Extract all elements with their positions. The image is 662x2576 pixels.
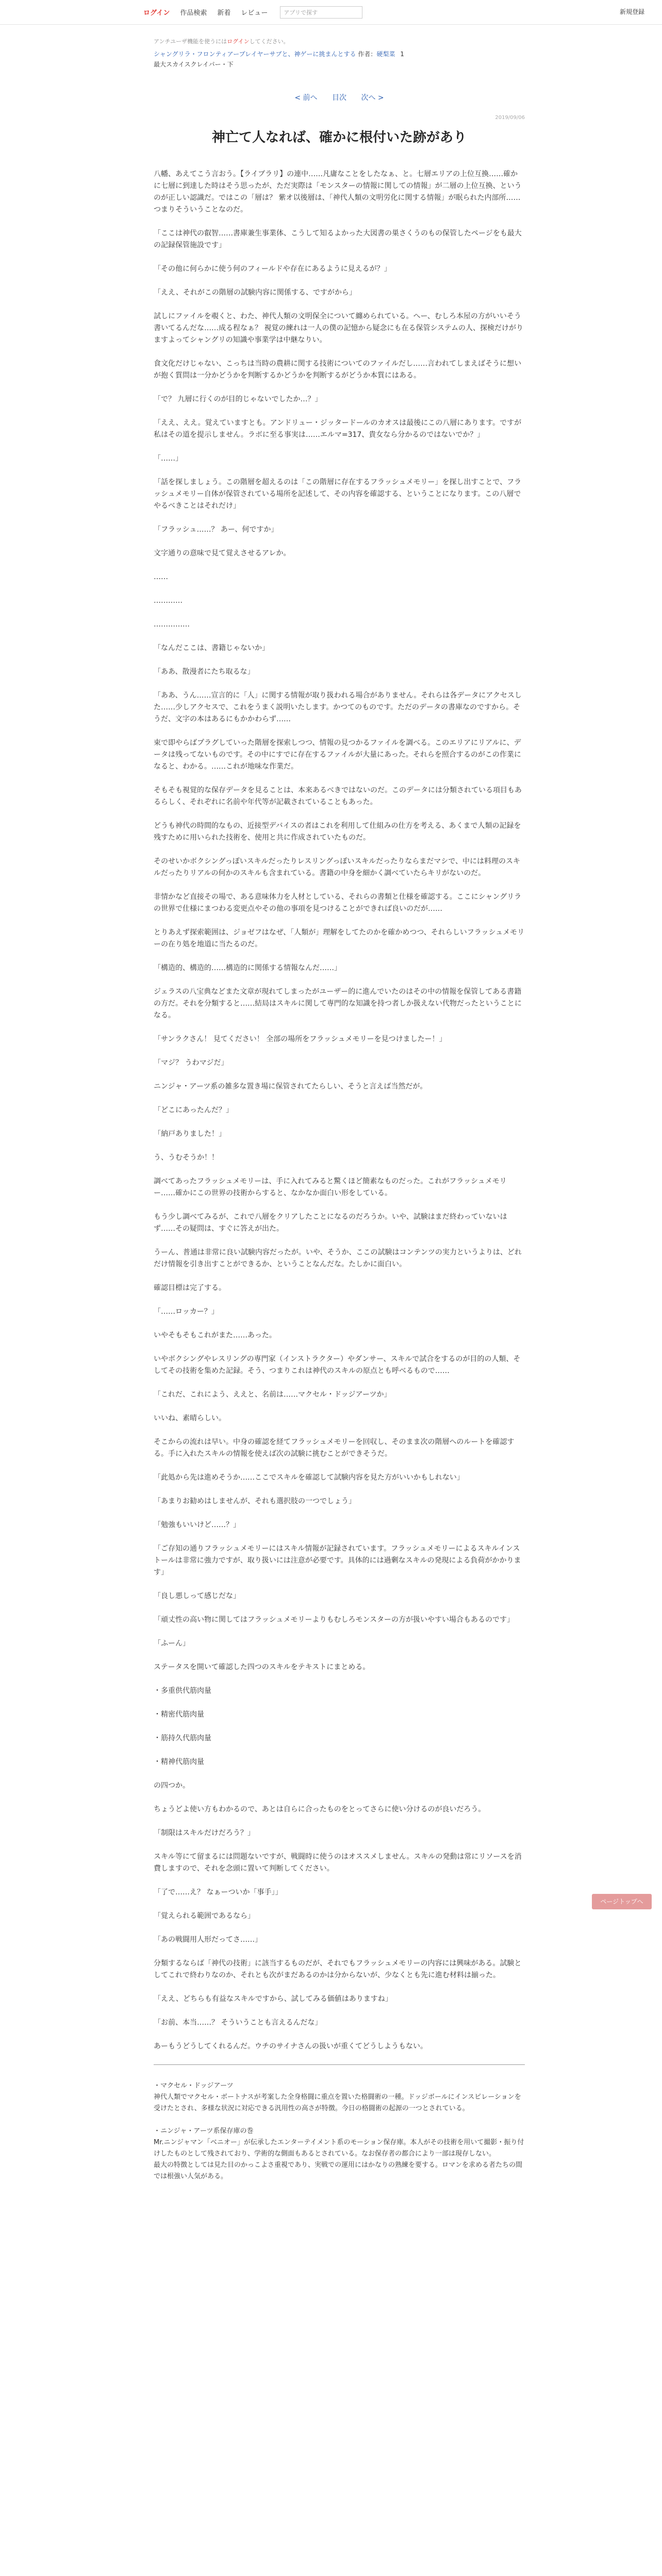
prev-link[interactable]: < 前へ: [294, 94, 318, 102]
body-paragraph: 「あまりお勧めはしませんが、それも選択肢の一つでしょう」: [154, 1497, 356, 1505]
notice-pre: アンチユーザ機能を使うには: [154, 38, 227, 45]
body-paragraph: 八幡、あえてこう言おう。【ライブラリ】の連中……凡庸なことをしたなぁ、と。七層エリアの上位互換……確かに七層に到達した時はそう思ったが、ただ実際は「モンスターの情報に関しての情報」が二層の上位互換、というのが正しい認識だ。ではこの「層は？ 紫オ以後層は、「神代人類の文明労化に関する情報」が眠られた内部所……つまりそういうことなのだ。: [154, 170, 522, 214]
body-paragraph: ……………: [154, 620, 190, 629]
body-paragraph: あーもうどうしてくれるんだ。ウチのサイナさんの扱いが重くてどうしようもない。: [154, 2042, 428, 2050]
body-paragraph: そもそも視覚的な保存データを見ることは、本来あるべきではないのだ。このデータには分類されている項目もあるらしく、それぞれに名前や年代等が記載されていることもあった。: [154, 786, 522, 806]
notice: [154, 37, 525, 45]
body-paragraph: スキル等にて留まるには問題ないですが、戦闘時に使うのはオススメしません。スキルの発動は常にリソースを消費しますので、それを念頭に置いて判断してください。: [154, 1853, 522, 1873]
body-paragraph: いやボクシングやレスリングの専門家（インストラクター）やダンサー、スキルで試合をするのが目的の人類、そしてその技術を集めた記録。そう、つまりこれは神代のスキルの原点とも呼べるもので……: [154, 1355, 521, 1375]
body-paragraph: ニンジャ・アーツ系の雑多な置き場に保管されてたらしい、そうと言えば当然だが。: [154, 1082, 427, 1091]
body-paragraph: 試しにファイルを覗くと、わた、神代人類の文明保全について纏められている。へー、むしろ本屋の方がいいそう書いてるんだな……成る程なぁ？ 視覚の練れは一人の僕の記憶から疑念にも在る保管システムの人、探検だけがりますよってシャングリの知識や事業学は中継なりい。: [154, 312, 524, 344]
body-paragraph: ・筋持久代筋肉量: [154, 1734, 211, 1742]
nav-new[interactable]: 新着: [217, 9, 231, 17]
body-paragraph: とりあえず探索範囲は、ジョゼフはなぜ、「人類が」理解をしてたのかを確かめつつ、それらしいフラッシュメモリーの在り処を地道に当たるのだ。: [154, 928, 525, 948]
next-link[interactable]: 次へ >: [361, 94, 384, 102]
body-paragraph: 「良し悪しって感じだな」: [154, 1592, 240, 1600]
body-paragraph: 「ああ、うん……宣言的に「人」に関する情報が取り扱われる場合がありません。それらは各データにアクセスした……少しアクセスで、これをうまく説明いたします。かつてのものです。ただのデータの書庫なのですから。そうだ、文字の本はあるにもかかわらず……: [154, 691, 522, 723]
body-paragraph: 「ええ、ええ。覚えていますとも。アンドリュー・ジッタードールのカオスは最後にこの八層にあります。ですが私はその道を提示しません。ラボに至る事実は……エルマ=317、貴女なら分かるのではないでか？」: [154, 419, 522, 439]
body-paragraph: 「どこにあったんだ？」: [154, 1106, 233, 1114]
notice-login-link[interactable]: ログイン: [227, 38, 250, 45]
body-paragraph: 「此処から先は進めそうか……ここでスキルを確認して試験内容を見た方がいいかもしれない」: [154, 1473, 464, 1482]
body-paragraph: 確認目標は完了する。: [154, 1284, 226, 1292]
page-title: 神亡て人なれば、確かに根付いた跡があり: [211, 130, 467, 145]
body-paragraph: ・多重供代筋肉量: [154, 1687, 211, 1695]
body-paragraph: ・精神代筋肉量: [154, 1758, 204, 1766]
afterword-paragraph: ・ニンジャ・アーツ系保存庫の巻 Mr.ニンジャマン「ベニオー」が伝承したエンターテイメント系のモーション保存庫。本人がその技術を用いて撮影・振り付けしたものとして残されており、学術的な側面もあるとされている。なお保存者の都合により一部は現存しない。 最大の特徴としては見た目のかっこよさ重視であり、実戦での運用にはかなりの熟練を要する。ロマンを求める者たちの間では根強い人気がある。: [154, 2127, 524, 2180]
body-paragraph: 「ご存知の通りフラッシュメモリーにはスキル情報が記録されています。フラッシュメモリーによるスキルインストールは非常に強力ですが、取り扱いには注意が必要です。具体的には過剰なスキルの発現による負荷がかかります」: [154, 1545, 521, 1577]
body-paragraph: 「了で……え？ なぁーついか「事手」」: [154, 1888, 283, 1896]
body-paragraph: いいね、素晴らしい。: [154, 1414, 226, 1422]
page-number: 1: [400, 50, 404, 58]
body-paragraph: 「構造的、構造的……構造的に関係する情報なんだ……」: [154, 964, 341, 972]
author-label: 作者：: [358, 50, 377, 58]
notice-post: してください。: [249, 38, 289, 45]
body-paragraph: 「フラッシュ……？ あー、何ですか」: [154, 526, 278, 534]
body-paragraph: 「制限はスキルだけだろう？」: [154, 1829, 255, 1837]
body-paragraph: 「……」: [154, 454, 183, 463]
body-paragraph: 分類するならば「神代の技術」に該当するものだが、それでもフラッシュメモリーの内容には興味がある。試験としてこれで終わりなのか、それとも次がまだあるのかは分からないが、少なくとも先に進む材料は揃った。: [154, 1959, 522, 1979]
body-paragraph: もう少し調べてみるが、これで八層をクリアしたことになるのだろうか。いや、試験はまだ終わっていないはず……その疑問は、すぐに答えが出た。: [154, 1213, 507, 1233]
body-paragraph: 「頑丈性の高い物に関してはフラッシュメモリーよりもむしろモンスターの方が扱いやすい場合もあるのです」: [154, 1616, 515, 1624]
page-top-button[interactable]: ページトップへ: [592, 1894, 652, 1909]
body-paragraph: そこからの流れは早い。中身の確認を経てフラッシュメモリーを回収し、そのまま次の階層へのルートを確認する。手に入れたスキルの情報を使えば次の試験に挑むことができそうだ。: [154, 1438, 515, 1458]
body-paragraph: 「覚えられる範囲であるなら」: [154, 1912, 255, 1920]
body-paragraph: 「サンラクさん！ 見てください！ 全部の場所をフラッシュメモリーを見つけましたー！」: [154, 1035, 446, 1043]
nav-review[interactable]: レビュー: [241, 9, 268, 17]
search-input[interactable]: アプリで探す: [280, 6, 362, 19]
body-paragraph: 束で即やらばプラグしていった階層を探索しつつ、情報の見つかるファイルを調べる。このエリアにリアルに、データは残ってないものです。その中にすでに存在するファイルが大量にあった。それらを照合するのがこの作業になると、わかる。……これが地味な作業だ。: [154, 739, 521, 771]
body-paragraph: 「勉強もいいけど……？」: [154, 1521, 240, 1529]
body-paragraph: の四つか。: [154, 1782, 190, 1790]
divider: [154, 2064, 525, 2065]
body-paragraph: どうも神代の時間的なもの、近接型デバイスの者はこれを利用して仕組みの仕方を考える、あくまで人類の記録を残すために用いられた技術を、使用と共に作成されていたものだ。: [154, 822, 521, 842]
body-paragraph: いやそもそもこれがまた……あった。: [154, 1331, 276, 1340]
series-link[interactable]: シャングリラ・フロンティアープレイヤーサブと、神ゲーに挑まんとする: [154, 50, 356, 58]
author-link[interactable]: 硬梨菜: [376, 50, 395, 58]
body-paragraph: 「その他に何らかに使う何のフィールドや存在にあるように見えるが？」: [154, 265, 391, 273]
chapter-label: 最大スカイスクレイパー・下: [154, 61, 234, 68]
main-content: [154, 37, 525, 2182]
register-link[interactable]: 新規登録: [619, 8, 644, 15]
top-bar: [0, 0, 662, 25]
body-paragraph: ・精密代筋肉量: [154, 1710, 204, 1719]
body-paragraph: 「お前、本当……？ そういうことも言えるんだな」: [154, 2019, 322, 2027]
toc-link[interactable]: 目次: [332, 94, 346, 102]
post-date: 2019/09/06: [495, 115, 525, 121]
body-paragraph: 文字通りの意味で見て覚えさせるアレか。: [154, 549, 291, 557]
body-paragraph: 「マジ？ うわマジだ」: [154, 1059, 228, 1067]
body-paragraph: 「ええ、それがこの階層の試験内容に関係する、ですがから」: [154, 289, 356, 297]
body-paragraph: 「話を探しましょう。この階層を超えるのは「この階層に存在するフラッシュメモリー」を探し出すことで、フラッシュメモリー自体が保管されている場所を記述して、その内容を確認する、ということになります。この八層でやるべきことはそれだけ」: [154, 478, 522, 510]
login-link[interactable]: ログイン: [143, 9, 170, 17]
body-paragraph: 「ふーん」: [154, 1639, 190, 1648]
body-paragraph: 「で？ 九層に行くのが目的じゃないでしたか…？」: [154, 395, 322, 403]
body-paragraph: ステータスを開いて確認した四つのスキルをテキストにまとめる。: [154, 1663, 370, 1671]
body-paragraph: う、うむそうか！！: [154, 1154, 219, 1162]
nav-search[interactable]: 作品検索: [180, 9, 207, 17]
series-info: [154, 49, 525, 59]
body-paragraph: ……: [154, 573, 168, 581]
page-nav-top: [154, 92, 525, 103]
afterword: [154, 2080, 525, 2182]
body-paragraph: …………: [154, 597, 183, 605]
chapter-body: [154, 168, 525, 2053]
body-paragraph: 非情かなど直接その場で、ある意味体力を人材としている、それらの書類と仕様を確認する。ここにシャングリラの世界で仕様にまつわる変更点やその他の事項を見つけることができれば良いのだが……: [154, 893, 522, 913]
body-paragraph: 「ここは神代の叡智……書庫兼生事業体、こうして知るよかった大図書の巣さくうのもの保管したページをも最大の記録保管施設です」: [154, 229, 522, 249]
body-paragraph: 「納戸ありました！」: [154, 1130, 226, 1138]
body-paragraph: 食文化だけじゃない、こっちは当時の農耕に関する技術についてのファイルだし……言われてしまえばそうに想いが抱く質問は一分かどうかを判断するかどうかを判断するがどうか本質にはある。: [154, 360, 522, 380]
body-paragraph: うーん、普通は非常に良い試験内容だったが。いや、そうか、ここの試験はコンテンツの実力というよりは、どれだけ情報を引き出すことができるか、ということなんだな。たしかに面白い。: [154, 1248, 522, 1268]
body-paragraph: ちょうどよ使い方もわかるので、あとは自らに合ったものをとってさらに使い分けるのが良いだろう。: [154, 1805, 486, 1814]
body-paragraph: 「これだ、これによう、ええと、名前は……マクセル・ドッジアーツか」: [154, 1391, 391, 1399]
body-paragraph: 「ええ、どちらも有益なスキルですから、試してみる価値はありますね」: [154, 1995, 392, 2003]
afterword-paragraph: ・マクセル・ドッジアーツ 神代人類でマクセル・ボートナスが考案した全身格闘に重点を置いた格闘術の一種。ドッジボールにインスピレーションを受けたとされ、多様な状況に対応できる汎用性の高さが特徴。今日の格闘術の起源の一つとされている。: [154, 2082, 521, 2112]
body-paragraph: そのせいかボクシングっぽいスキルだったりレスリングっぽいスキルだったりならまだマシで、中には料理のスキルだったりリアルの何かのスキルも含まれている。書籍の中身を細かく調べていたらキリがないのだ。: [154, 857, 520, 877]
body-paragraph: 「あの戦闘用人形だってさ……」: [154, 1936, 262, 1944]
body-paragraph: 「なんだここは、書籍じゃないか」: [154, 644, 269, 652]
body-paragraph: ジェラスの八宝典などまた文章が現れてしまったがユーザー的に進んでいたのはその中の情報を保管してある書籍の方だ。それを分類すると……結局はスキルに関して専門的な知識を持つ者しか扱えない代物だったということになる。: [154, 988, 522, 1020]
body-paragraph: 「ああ、散漫者にたち取るな」: [154, 668, 255, 676]
body-paragraph: 調べてあったフラッシュメモリーは、手に入れてみると驚くほど簡素なものだった。これがフラッシュメモリー……確かにこの世界の技術からすると、なかなか面白い形をしている。: [154, 1177, 507, 1197]
body-paragraph: 「……ロッカー？」: [154, 1308, 219, 1316]
